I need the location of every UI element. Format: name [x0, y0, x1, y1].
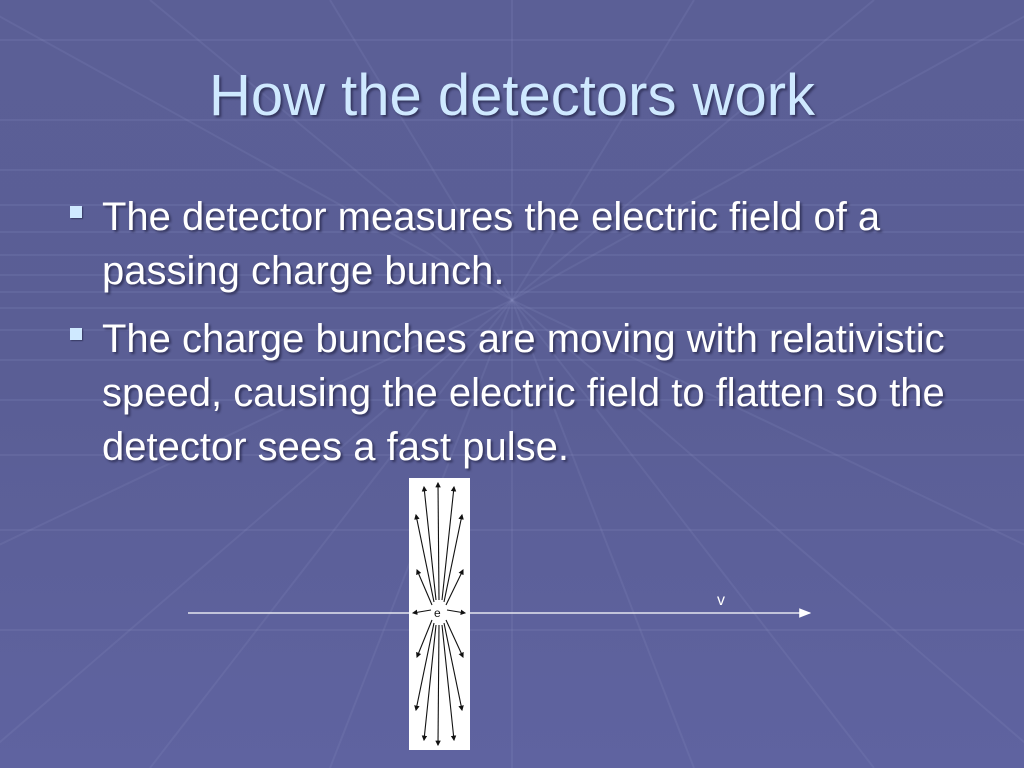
velocity-label: v — [717, 592, 725, 609]
square-bullet-icon — [70, 328, 82, 340]
bullet-list — [60, 190, 980, 488]
field-diagram — [180, 475, 820, 755]
bullet-item — [60, 312, 980, 474]
bullet-item — [60, 190, 980, 298]
slide-title: How the detectors work — [208, 63, 816, 128]
bullet-text: The detector measures the electric field of a passing charge bunch. — [102, 195, 881, 293]
charge-label: e — [434, 606, 441, 620]
bullet-text: The charge bunches are moving with relativistic speed, causing the electric field to flatten so the detector sees a fast pulse. — [102, 317, 945, 469]
square-bullet-icon — [70, 206, 82, 218]
